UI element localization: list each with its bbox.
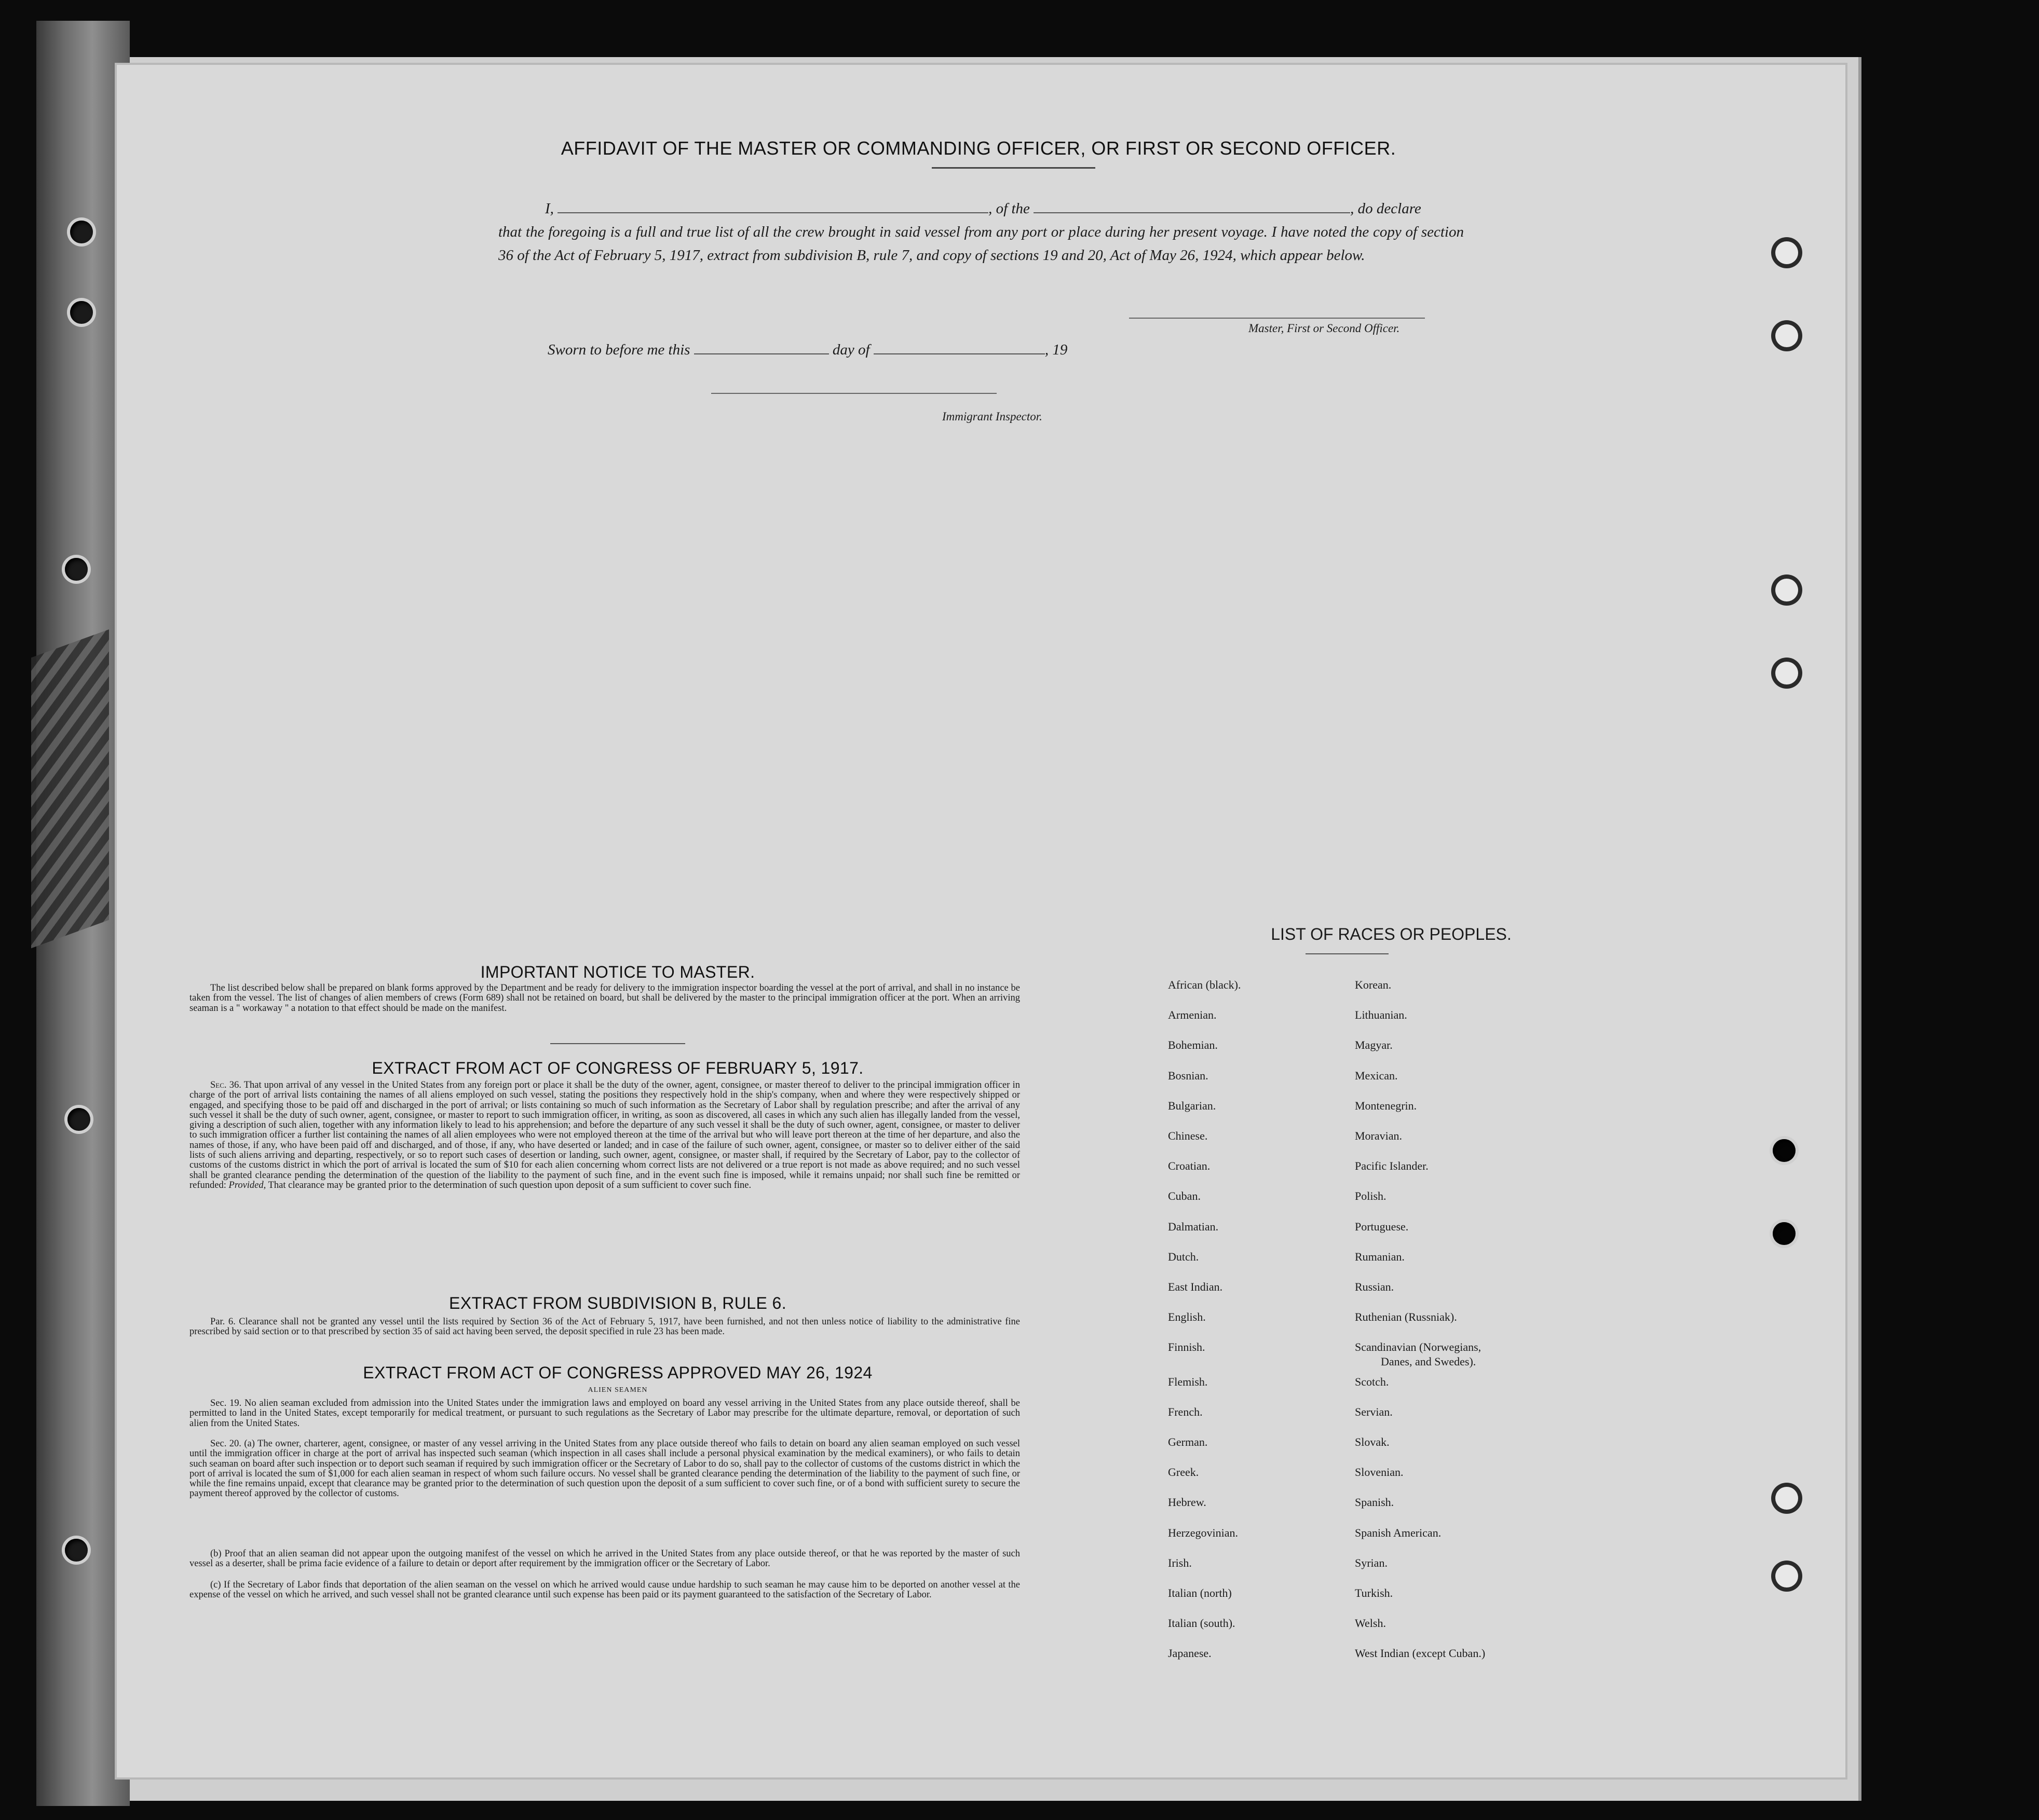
race-item: Montenegrin. (1355, 1099, 1417, 1112)
extract-1917-title: EXTRACT FROM ACT OF CONGRESS OF FEBRUARY 5, 1917. (372, 1059, 864, 1077)
race-item: Slovenian. (1355, 1466, 1404, 1479)
race-item: Italian (north) (1168, 1586, 1232, 1599)
race-item: Slovak. (1355, 1435, 1390, 1448)
extract-1917-text (189, 1080, 1020, 1190)
master-signature-line[interactable] (1129, 318, 1425, 319)
provided-word: Provided, (228, 1180, 266, 1190)
punch-hole (1775, 1565, 1798, 1588)
inspector-signature-line[interactable] (711, 393, 997, 394)
race-item: Pacific Islander. (1355, 1159, 1429, 1172)
punch-hole (1775, 662, 1798, 685)
race-item: Welsh. (1355, 1617, 1386, 1630)
year-text: , 19 (1044, 341, 1068, 358)
race-item: Danes, and Swedes). (1381, 1355, 1476, 1368)
race-item: Finnish. (1168, 1340, 1205, 1353)
race-item: Spanish American. (1355, 1526, 1442, 1539)
race-item: Flemish. (1168, 1375, 1208, 1388)
affidavit-title: AFFIDAVIT OF THE MASTER OR COMMANDING OFFICER, OR FIRST OR SECOND OFFICER. (561, 138, 1396, 159)
race-item: Lithuanian. (1355, 1008, 1407, 1021)
punch-hole (1773, 1139, 1796, 1162)
notice-title: IMPORTANT NOTICE TO MASTER. (480, 963, 755, 981)
binder-strap (31, 630, 109, 949)
document-page (117, 65, 1845, 1777)
punch-hole (67, 1108, 90, 1131)
race-item: Dalmatian. (1168, 1220, 1219, 1233)
punch-hole (1775, 324, 1798, 347)
race-item: Bohemian. (1168, 1038, 1218, 1051)
name-blank[interactable] (558, 199, 988, 213)
punch-hole (1773, 1222, 1796, 1245)
race-item: Turkish. (1355, 1586, 1393, 1599)
sec36-end: That clearance may be granted prior to the determination of such question upon deposit of a sum sufficient to cover such fine. (268, 1180, 752, 1190)
race-item: East Indian. (1168, 1280, 1223, 1293)
race-item: Croatian. (1168, 1159, 1211, 1172)
race-item: Japanese. (1168, 1647, 1212, 1660)
race-item: Portuguese. (1355, 1220, 1409, 1233)
sec36-label: Sec. 36. (210, 1080, 241, 1090)
race-item: Herzegovinian. (1168, 1526, 1238, 1539)
declaration-line (545, 199, 1421, 217)
declaration-i: I, (545, 200, 554, 217)
race-item: Armenian. (1168, 1008, 1217, 1021)
race-item: Scotch. (1355, 1375, 1389, 1388)
race-item: German. (1168, 1435, 1208, 1448)
race-item: Servian. (1355, 1405, 1393, 1418)
race-item: African (black). (1168, 978, 1241, 991)
race-item: Italian (south). (1168, 1617, 1235, 1630)
sec20b-text: (b) Proof that an alien seaman did not appear upon the outgoing manifest of the vessel on which he arrived in the United States from any place outside thereof, or that he was reported by the master of such vessel as a deserter, shall be prima facie evidence of a failure to detain or deport after requirement by the immigration officer or the Secretary of Labor. (189, 1549, 1020, 1569)
race-item: Moravian. (1355, 1129, 1403, 1142)
race-item: Korean. (1355, 978, 1392, 991)
section-divider (550, 1043, 685, 1044)
affidavit-body: that the foregoing is a full and true list of all the crew brought in said vessel from any port or place during her present voyage. I have noted the copy of section 36 of the Act of February 5, 1917, extract from subdivision B, rule 7, and copy of sections 19 and 20, Act of May 26, 1924, which appear below. (498, 224, 1464, 264)
extract-1924-title: EXTRACT FROM ACT OF CONGRESS APPROVED MAY 26, 1924 (363, 1363, 873, 1382)
race-item: Dutch. (1168, 1250, 1199, 1263)
sworn-day-blank[interactable] (694, 340, 829, 354)
sec20a-text: Sec. 20. (a) The owner, charterer, agent, consignee, or master of any vessel arriving in the United States from any place outside thereof who fails to detain on board any alien seaman employed on such vessel until the immigration officer in charge at the port of arrival has inspected such seaman (which inspection in all cases shall include a personal physical examination by the medical examiners), or who fails to detain such seaman on board after such inspection or to deport such seaman if required by such immigration officer or the Secretary of Labor to do so, shall pay to the collector of customs of the customs district in which the port of arrival is located the sum of $1,000 for each alien seaman in respect of whom such failure occurs. No vessel shall be granted clearance pending the determination of the liability to the payment of such fine, or while the fine remains unpaid, except that clearance may be granted prior to the determination of such question upon the deposit of a sum sufficient to cover such fine, or of a bond with sufficient surety to secure the payment thereof approved by the collector of customs. (189, 1439, 1020, 1499)
punch-hole (1775, 241, 1798, 264)
punch-hole (1775, 579, 1798, 601)
race-item: French. (1168, 1405, 1203, 1418)
notice-text: The list described below shall be prepared on blank forms approved by the Department and be ready for delivery to the immigration inspector boarding the vessel at the port of arrival, and shall in no instance be taken from the vessel. The list of changes of alien members of crews (Form 689) shall not be retained on board, but shall be delivered by the master to the principal immigration officer at the port. When an arriving seaman is a " workaway " a notation to that effect should be made on the manifest. (189, 983, 1020, 1014)
sworn-month-blank[interactable] (874, 340, 1045, 354)
race-item: Chinese. (1168, 1129, 1208, 1142)
sworn-text: Sworn to before me this (548, 341, 690, 358)
race-item: West Indian (except Cuban.) (1355, 1647, 1486, 1660)
subdivision-text: Par. 6. Clearance shall not be granted any vessel until the lists required by Section 36 of the Act of February 5, 1917, have been furnished, and not then unless notice of liability to the administrative fine prescribed by said section or to that prescribed by section 35 of said act having been served, the deposit specified in rule 23 has been made. (189, 1317, 1020, 1337)
punch-hole (65, 558, 88, 581)
punch-hole (70, 221, 93, 243)
race-item: Scandinavian (Norwegians, (1355, 1340, 1481, 1353)
race-item: Rumanian. (1355, 1250, 1405, 1263)
master-label: Master, First or Second Officer. (1248, 322, 1400, 335)
declaration-declare: , do declare (1350, 200, 1421, 217)
alien-seamen-subtitle: ALIEN SEAMEN (588, 1386, 648, 1394)
punch-hole (1775, 1487, 1798, 1510)
sworn-line (548, 340, 1067, 359)
race-item: English. (1168, 1310, 1206, 1323)
inspector-label: Immigrant Inspector. (942, 410, 1042, 423)
sec20c-text: (c) If the Secretary of Labor finds that deportation of the alien seaman on the vessel on which he arrived would cause undue hardship to such seaman he may cause him to be deported on another vessel at the expense of the vessel on which he arrived, and such vessel shall not be granted clearance until such expense has been paid or its payment guaranteed to the satisfaction of the Secretary of Labor. (189, 1580, 1020, 1600)
declaration-of-the: , of the (988, 200, 1030, 217)
races-divider (1306, 953, 1389, 954)
race-item: Magyar. (1355, 1038, 1393, 1051)
sec19-text: Sec. 19. No alien seaman excluded from admission into the United States under the immigration laws and employed on board any vessel arriving in the United States from any place outside thereof, shall be permitted to land in the United States, except temporarily for medical treatment, or pursuant to such regulations as the Secretary of Labor may prescribe for the ultimate departure, removal, or deportation of such alien from the United States. (189, 1398, 1020, 1429)
race-item: Polish. (1355, 1189, 1386, 1202)
race-item: Syrian. (1355, 1556, 1388, 1569)
subdivision-title: EXTRACT FROM SUBDIVISION B, RULE 6. (449, 1294, 786, 1312)
races-title: LIST OF RACES OR PEOPLES. (1271, 925, 1512, 943)
race-item: Spanish. (1355, 1496, 1394, 1509)
race-item: Irish. (1168, 1556, 1192, 1569)
race-item: Greek. (1168, 1466, 1199, 1479)
race-item: Ruthenian (Russniak). (1355, 1310, 1457, 1323)
sec36-body: That upon arrival of any vessel in the United States from any foreign port or place it shall be the duty of the owner, agent, consignee, or master thereof to deliver to the principal immigration officer in charge of the port of arrival lists containing the names of all aliens employed on such vessel, stating the positions they respectively hold in the ship's company, when and where they were respectively shipped or engaged, and specifying those to be paid off and discharged in the port of arrival; or lists containing so much of such information as the Secretary of Labor shall by regulation prescribe; and after the arrival of any such vessel it shall be the duty of such owner, agent, consignee, or master to report to such immigration officer, in writing, as soon as discovered, all cases in which any such alien has illegally landed from the vessel, giving a description of such alien, together with any information likely to lead to his apprehension; and before the departure of any such vessel it shall be the duty of such owner, agent, consignee, or master to deliver to such immigration officer a further list containing the names of all alien employees who were not employed thereon at the time of the arrival but who will leave port thereon at the time of her departure, and also the names of those, if any, who have been paid off and discharged, and of those, if any, who have deserted or landed; and in case of the failure of such owner, agent, consignee, or master so to deliver either of the said lists of such aliens arriving and departing, respectively, or so to report such cases of desertion or landing, such owner, agent, consignee, or master shall, if required by the Secretary of Labor, pay to the collector of customs of the customs district in which the port of arrival is located the sum of $10 for each alien concerning whom correct lists are not delivered or a true report is not made as above required; and no such vessel shall be granted clearance pending the determination of the question of the liability to the payment of such fine, and in the event such fine is imposed, while it remains unpaid; nor shall such fine be remitted or refunded: (189, 1080, 1020, 1190)
title-divider (932, 167, 1095, 169)
race-item: Bulgarian. (1168, 1099, 1216, 1112)
race-item: Hebrew. (1168, 1496, 1206, 1509)
vessel-blank[interactable] (1034, 199, 1350, 213)
punch-hole (65, 1539, 88, 1562)
day-of-text: day of (832, 341, 870, 358)
race-item: Cuban. (1168, 1189, 1201, 1202)
race-item: Bosnian. (1168, 1069, 1208, 1082)
race-item: Russian. (1355, 1280, 1394, 1293)
punch-hole (70, 301, 93, 324)
race-item: Mexican. (1355, 1069, 1398, 1082)
